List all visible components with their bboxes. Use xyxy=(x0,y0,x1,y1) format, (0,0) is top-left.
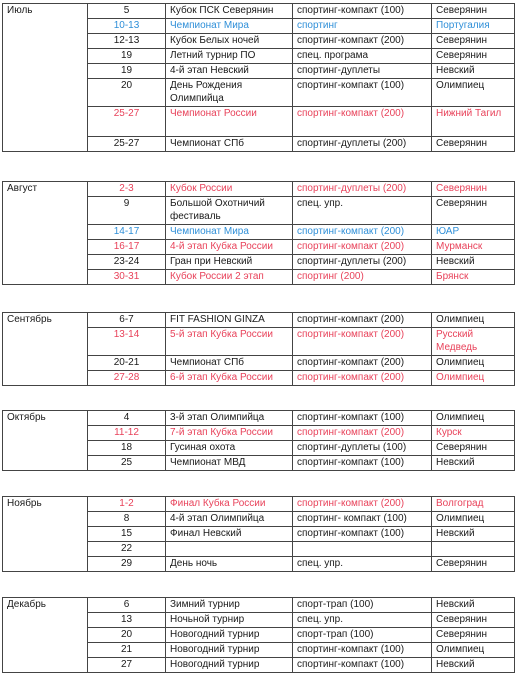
month-table xyxy=(2,312,515,386)
event-name: Чемпионат СПб xyxy=(166,137,293,152)
event-date: 15 xyxy=(88,527,166,542)
month-label: Август xyxy=(3,182,88,285)
event-venue: Брянск xyxy=(432,270,515,285)
event-date: 27 xyxy=(88,658,166,673)
month-label: Июль xyxy=(3,4,88,152)
event-venue: Олимпиец xyxy=(432,371,515,386)
event-discipline: спорт-трап (100) xyxy=(293,598,432,613)
event-date: 30-31 xyxy=(88,270,166,285)
event-name: Гусиная охота xyxy=(166,441,293,456)
event-name: Чемпионат России xyxy=(166,107,293,137)
event-venue: Северянин xyxy=(432,613,515,628)
event-name: Финал Кубка России xyxy=(166,497,293,512)
month-label: Ноябрь xyxy=(3,497,88,572)
event-name: Большой Охотничий фестиваль xyxy=(166,197,293,225)
event-date: 12-13 xyxy=(88,34,166,49)
event-name: Гран при Невский xyxy=(166,255,293,270)
event-discipline: спортинг-компакт (100) xyxy=(293,4,432,19)
event-date: 9 xyxy=(88,197,166,225)
event-name: День Рождения Олимпийца xyxy=(166,79,293,107)
event-date: 21 xyxy=(88,643,166,658)
event-discipline: спец. упр. xyxy=(293,557,432,572)
month-table xyxy=(2,3,515,152)
event-date: 22 xyxy=(88,542,166,557)
event-discipline: спортинг-дуплеты (100) xyxy=(293,441,432,456)
event-name: Финал Невский xyxy=(166,527,293,542)
event-discipline: спортинг-компакт (200) xyxy=(293,225,432,240)
event-venue: Невский xyxy=(432,64,515,79)
event-venue: Курск xyxy=(432,426,515,441)
event-discipline: спортинг-компакт (100) xyxy=(293,456,432,471)
month-label: Сентябрь xyxy=(3,313,88,386)
month-table xyxy=(2,181,515,285)
event-venue: Невский xyxy=(432,658,515,673)
event-discipline: спорт-трап (100) xyxy=(293,628,432,643)
event-venue: ЮАР xyxy=(432,225,515,240)
event-name: 5-й этап Кубка России xyxy=(166,328,293,356)
event-venue: Северянин xyxy=(432,197,515,225)
event-date: 16-17 xyxy=(88,240,166,255)
event-name: Чемпионат СПб xyxy=(166,356,293,371)
event-venue: Олимпиец xyxy=(432,512,515,527)
event-name: FIT FASHION GINZA xyxy=(166,313,293,328)
event-discipline: спортинг-компакт (200) xyxy=(293,356,432,371)
event-discipline: спортинг-дуплеты (200) xyxy=(293,255,432,270)
event-date: 29 xyxy=(88,557,166,572)
event-venue: Северянин xyxy=(432,441,515,456)
event-name: Новогодний турнир xyxy=(166,643,293,658)
event-name: Чемпионат МВД xyxy=(166,456,293,471)
event-discipline: спортинг-компакт (100) xyxy=(293,658,432,673)
event-venue: Олимпиец xyxy=(432,643,515,658)
event-date: 20-21 xyxy=(88,356,166,371)
event-discipline: спортинг-компакт (200) xyxy=(293,34,432,49)
event-discipline: спортинг-дуплеты (200) xyxy=(293,182,432,197)
event-date: 13 xyxy=(88,613,166,628)
event-discipline: спортинг-компакт (100) xyxy=(293,79,432,107)
event-date: 25 xyxy=(88,456,166,471)
event-date: 1-2 xyxy=(88,497,166,512)
event-name: Зимний турнир xyxy=(166,598,293,613)
event-venue: Северянин xyxy=(432,628,515,643)
event-name: Летний турнир ПО xyxy=(166,49,293,64)
event-name: Новогодний турнир xyxy=(166,658,293,673)
table-row xyxy=(3,598,515,613)
event-venue: Олимпиец xyxy=(432,313,515,328)
event-date: 11-12 xyxy=(88,426,166,441)
event-discipline: спортинг-компакт (200) xyxy=(293,313,432,328)
event-discipline: спортинг- компакт (100) xyxy=(293,512,432,527)
event-name: Ночьной турнир xyxy=(166,613,293,628)
event-venue: Волгоград xyxy=(432,497,515,512)
event-date: 10-13 xyxy=(88,19,166,34)
event-name: 7-й этап Кубка России xyxy=(166,426,293,441)
event-date: 20 xyxy=(88,79,166,107)
event-venue: Северянин xyxy=(432,49,515,64)
event-discipline: спортинг-компакт (200) xyxy=(293,328,432,356)
event-discipline: спортинг-дуплеты xyxy=(293,64,432,79)
event-date: 13-14 xyxy=(88,328,166,356)
event-discipline: спортинг-компакт (100) xyxy=(293,527,432,542)
month-table xyxy=(2,597,515,673)
event-venue: Невский xyxy=(432,456,515,471)
event-name: Чемпионат Мира xyxy=(166,19,293,34)
table-row xyxy=(3,182,515,197)
event-name: 3-й этап Олимпийца xyxy=(166,411,293,426)
event-name: Кубок России 2 этап xyxy=(166,270,293,285)
event-venue: Невский xyxy=(432,598,515,613)
table-row xyxy=(3,4,515,19)
event-name: Кубок ПСК Северянин xyxy=(166,4,293,19)
event-discipline: спортинг-компакт (200) xyxy=(293,371,432,386)
event-discipline: спец. упр. xyxy=(293,613,432,628)
event-venue: Северянин xyxy=(432,182,515,197)
event-discipline: спортинг-компакт (200) xyxy=(293,107,432,137)
event-venue: Северянин xyxy=(432,557,515,572)
table-row xyxy=(3,497,515,512)
event-name: Кубок Белых ночей xyxy=(166,34,293,49)
event-discipline: спортинг-компакт (100) xyxy=(293,411,432,426)
event-date: 27-28 xyxy=(88,371,166,386)
event-date: 2-3 xyxy=(88,182,166,197)
event-venue: Олимпиец xyxy=(432,411,515,426)
event-venue: Русский Медведь xyxy=(432,328,515,356)
event-venue: Невский xyxy=(432,527,515,542)
event-discipline: спортинг-компакт (200) xyxy=(293,497,432,512)
month-label: Декабрь xyxy=(3,598,88,673)
event-name: День ночь xyxy=(166,557,293,572)
event-name: 4-й этап Невский xyxy=(166,64,293,79)
event-venue: Мурманск xyxy=(432,240,515,255)
event-venue: Северянин xyxy=(432,137,515,152)
table-row xyxy=(3,313,515,328)
table-row xyxy=(3,411,515,426)
event-discipline: спец. упр. xyxy=(293,197,432,225)
event-venue: Нижний Тагил xyxy=(432,107,515,137)
event-discipline: спортинг-компакт (100) xyxy=(293,643,432,658)
event-date: 20 xyxy=(88,628,166,643)
event-name: Кубок России xyxy=(166,182,293,197)
event-date: 6-7 xyxy=(88,313,166,328)
month-table xyxy=(2,410,515,471)
event-date: 23-24 xyxy=(88,255,166,270)
event-discipline xyxy=(293,542,432,557)
event-venue: Северянин xyxy=(432,34,515,49)
event-date: 5 xyxy=(88,4,166,19)
event-date: 25-27 xyxy=(88,137,166,152)
event-date: 18 xyxy=(88,441,166,456)
event-date: 19 xyxy=(88,49,166,64)
event-venue: Олимпиец xyxy=(432,79,515,107)
event-venue: Олимпиец xyxy=(432,356,515,371)
event-name xyxy=(166,542,293,557)
event-date: 6 xyxy=(88,598,166,613)
event-venue: Португалия xyxy=(432,19,515,34)
month-table xyxy=(2,496,515,572)
event-name: Новогодний турнир xyxy=(166,628,293,643)
event-date: 8 xyxy=(88,512,166,527)
event-discipline: спортинг (200) xyxy=(293,270,432,285)
event-venue xyxy=(432,542,515,557)
event-name: Чемпионат Мира xyxy=(166,225,293,240)
month-label: Октябрь xyxy=(3,411,88,471)
event-venue: Северянин xyxy=(432,4,515,19)
event-discipline: спортинг xyxy=(293,19,432,34)
event-discipline: спец. програма xyxy=(293,49,432,64)
event-date: 4 xyxy=(88,411,166,426)
event-name: 6-й этап Кубка России xyxy=(166,371,293,386)
event-name: 4-й этап Олимпийца xyxy=(166,512,293,527)
event-name: 4-й этап Кубка России xyxy=(166,240,293,255)
event-date: 14-17 xyxy=(88,225,166,240)
event-date: 19 xyxy=(88,64,166,79)
event-discipline: спортинг-компакт (200) xyxy=(293,240,432,255)
event-date: 25-27 xyxy=(88,107,166,137)
event-venue: Невский xyxy=(432,255,515,270)
event-discipline: спортинг-компакт (200) xyxy=(293,426,432,441)
event-discipline: спортинг-дуплеты (200) xyxy=(293,137,432,152)
